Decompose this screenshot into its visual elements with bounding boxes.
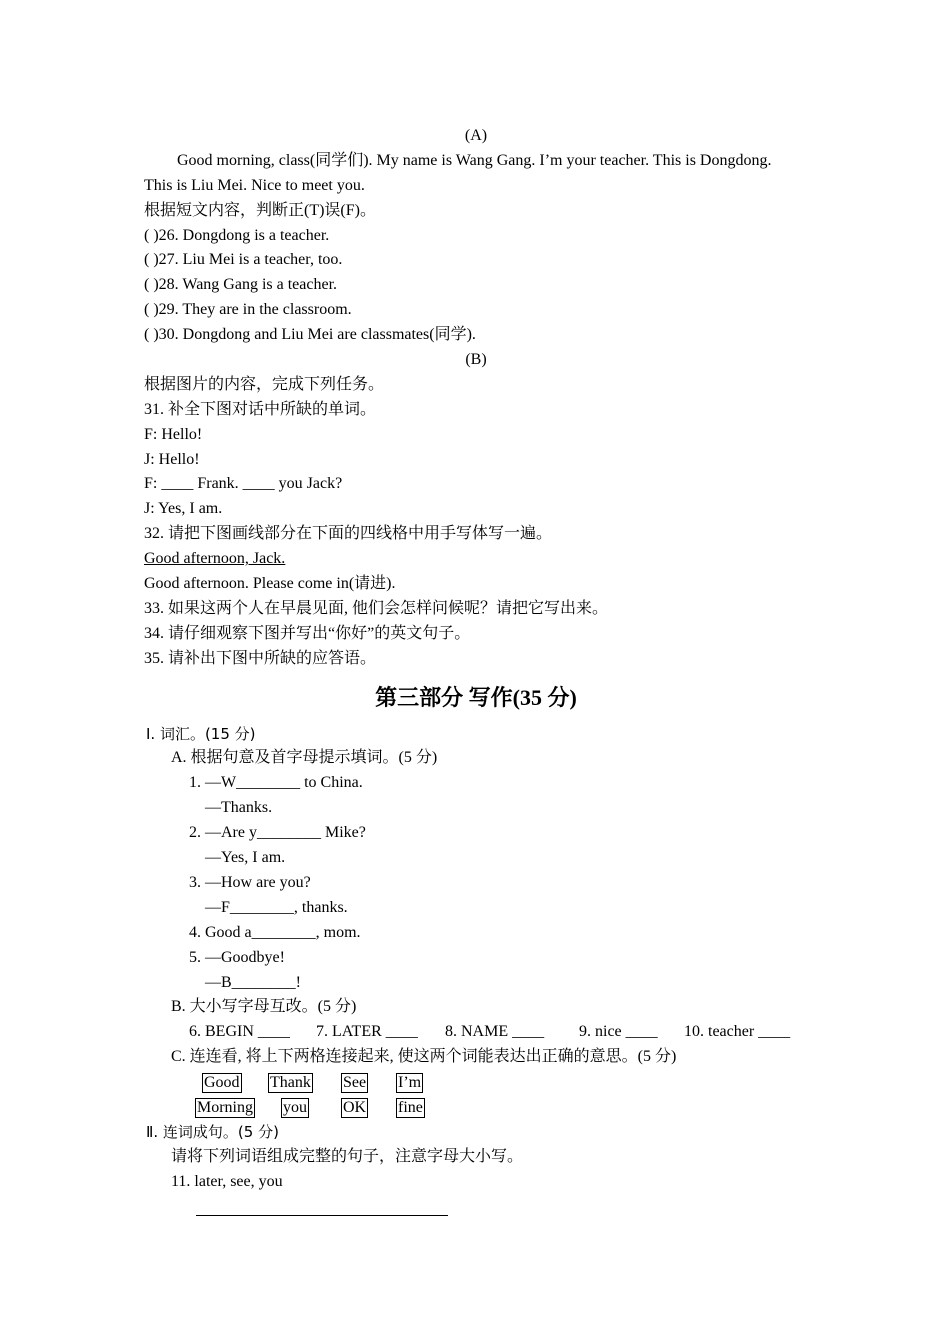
fill-line: 2. —Are y________ Mike?: [189, 824, 366, 842]
worksheet-page: [144, 124, 808, 1216]
match-word-top[interactable]: I’m: [398, 1074, 422, 1092]
case-item: 9. nice ____: [579, 1023, 658, 1041]
match-row-bottom: [144, 1095, 808, 1120]
subsection-c-heading: C. 连连看, 将上下两格连接起来, 使这两个词能表达出正确的意思。(5 分): [171, 1048, 677, 1066]
match-row-top: [144, 1070, 808, 1095]
question-34: 34. 请仔细观察下图并写出“你好”的英文句子。: [144, 624, 471, 642]
question-11: 11. later, see, you: [171, 1172, 283, 1190]
dialog-line: F: ____ Frank. ____ you Jack?: [144, 475, 343, 493]
match-word-bottom[interactable]: fine: [398, 1098, 423, 1116]
case-item: 7. LATER ____: [316, 1023, 418, 1041]
question-35: 35. 请补出下图中所缺的应答语。: [144, 649, 377, 667]
question-31: 31. 补全下图对话中所缺的单词。: [144, 400, 377, 418]
question-30: ( )30. Dongdong and Liu Mei are classmates(同学).: [144, 326, 476, 344]
subsection-a-heading: A. 根据句意及首字母提示填词。(5 分): [171, 749, 438, 767]
match-word-top[interactable]: Thank: [270, 1074, 311, 1092]
passage-line-2: This is Liu Mei. Nice to meet you.: [144, 176, 365, 194]
section-b-instruction: 根据图片的内容，完成下列任务。: [144, 375, 385, 393]
section-vocabulary-heading: Ⅰ. 词汇。(15 分): [146, 724, 256, 743]
dialog-line: F: Hello!: [144, 425, 203, 443]
match-word-bottom[interactable]: you: [283, 1098, 307, 1116]
underlined-sentence: Good afternoon, Jack.: [144, 550, 286, 568]
case-item: 6. BEGIN ____: [189, 1023, 290, 1041]
fill-line: 1. —W________ to China.: [189, 774, 363, 792]
match-word-bottom[interactable]: Morning: [197, 1098, 253, 1116]
answer-line[interactable]: [196, 1195, 448, 1216]
section-a-heading: (A): [464, 127, 488, 144]
question-32: 32. 请把下图画线部分在下面的四线格中用手写体写一遍。: [144, 525, 553, 543]
match-word-top[interactable]: Good: [204, 1074, 240, 1092]
dialog-line: J: Hello!: [144, 450, 200, 468]
match-word-top[interactable]: See: [343, 1074, 367, 1092]
question-29: ( )29. They are in the classroom.: [144, 301, 352, 319]
question-27: ( )27. Liu Mei is a teacher, too.: [144, 251, 343, 269]
case-change-row: [144, 1020, 808, 1045]
match-word-bottom[interactable]: OK: [343, 1098, 367, 1116]
reply-sentence: Good afternoon. Please come in(请进).: [144, 575, 396, 593]
section-sentence-heading: Ⅱ. 连词成句。(5 分): [146, 1122, 279, 1141]
part-three-title: 第三部分 写作(35 分): [375, 684, 577, 710]
case-item: 8. NAME ____: [445, 1023, 545, 1041]
subsection-b-heading: B. 大小写字母互改。(5 分): [171, 998, 357, 1016]
fill-line: 4. Good a________, mom.: [189, 923, 361, 941]
fill-line: —Yes, I am.: [205, 849, 286, 867]
passage-line-1: Good morning, class(同学们). My name is Wang Gang. I’m your teacher. This is Dongdong.: [177, 151, 772, 169]
section-b-heading: (B): [465, 351, 487, 369]
question-33: 33. 如果这两个人在早晨见面, 他们会怎样问候呢？请把它写出来。: [144, 599, 609, 617]
case-item: 10. teacher ____: [684, 1023, 791, 1041]
fill-line: —Thanks.: [205, 799, 273, 817]
fill-line: —F________, thanks.: [205, 898, 348, 916]
fill-line: 5. —Goodbye!: [189, 948, 285, 966]
fill-line: —B________!: [205, 973, 301, 991]
dialog-line: J: Yes, I am.: [144, 500, 223, 518]
section-sentence-instruction: 请将下列词语组成完整的句子，注意字母大小写。: [171, 1147, 524, 1165]
fill-line: 3. —How are you?: [189, 873, 311, 891]
question-26: ( )26. Dongdong is a teacher.: [144, 226, 330, 244]
section-a-instruction: 根据短文内容，判断正(T)误(F)。: [144, 201, 376, 219]
question-28: ( )28. Wang Gang is a teacher.: [144, 276, 338, 294]
